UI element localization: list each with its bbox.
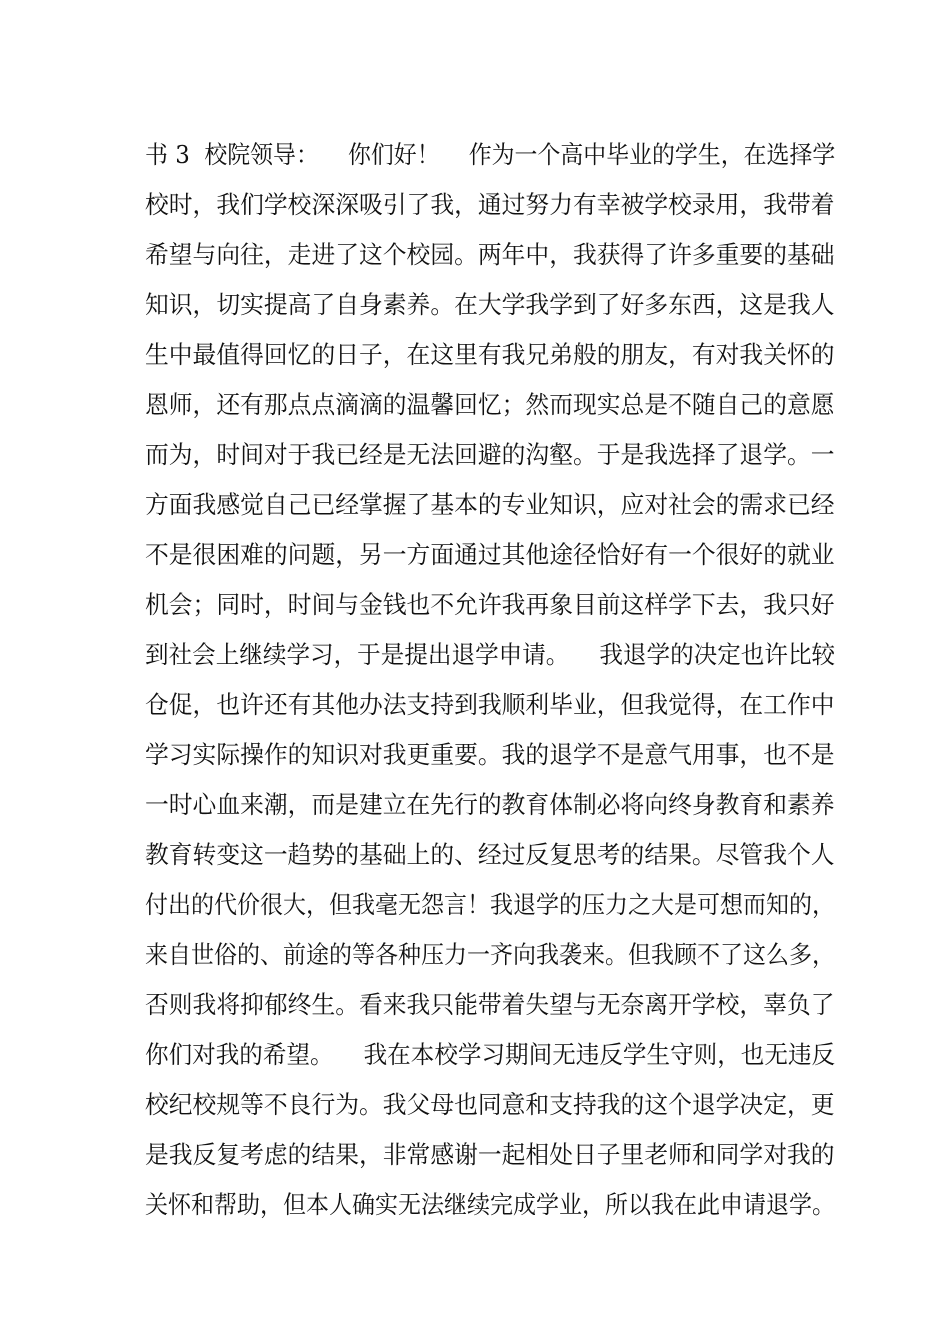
text-line: 书 3 校院领导： 你们好！ 作为一个高中毕业的学生，在选择学 [145,140,836,169]
text-line: 到社会上继续学习，于是提出退学申请。 我退学的决定也许比较 [145,640,836,669]
text-line: 而为，时间对于我已经是无法回避的沟壑。于是我选择了退学。一 [145,440,835,469]
text-line: 关怀和帮助，但本人确实无法继续完成学业，所以我在此申请退学。 [145,1190,836,1219]
text-line: 付出的代价很大，但我毫无怨言！我退学的压力之大是可想而知的， [145,890,836,919]
text-line: 你们对我的希望。 我在本校学习期间无违反学生守则，也无违反 [145,1040,836,1069]
text-line: 是我反复考虑的结果，非常感谢一起相处日子里老师和同学对我的 [145,1140,835,1169]
text-line: 机会；同时，时间与金钱也不允许我再象目前这样学下去，我只好 [145,590,835,619]
text-line: 教育转变这一趋势的基础上的、经过反复思考的结果。尽管我个人 [145,840,835,869]
text-line: 生中最值得回忆的日子，在这里有我兄弟般的朋友，有对我关怀的 [145,340,835,369]
text-line: 校纪校规等不良行为。我父母也同意和支持我的这个退学决定，更 [145,1090,835,1119]
letter-body [145,130,835,1230]
text-line: 知识，切实提高了自身素养。在大学我学到了好多东西，这是我人 [145,290,835,319]
text-line: 一时心血来潮，而是建立在先行的教育体制必将向终身教育和素养 [145,790,835,819]
text-line: 不是很困难的问题，另一方面通过其他途径恰好有一个很好的就业 [145,540,835,569]
text-line: 方面我感觉自己已经掌握了基本的专业知识，应对社会的需求已经 [145,490,835,519]
text-line: 希望与向往，走进了这个校园。两年中，我获得了许多重要的基础 [145,240,835,269]
text-line: 否则我将抑郁终生。看来我只能带着失望与无奈离开学校，辜负了 [145,990,835,1019]
text-line: 来自世俗的、前途的等各种压力一齐向我袭来。但我顾不了这么多， [145,940,836,969]
text-line: 仓促，也许还有其他办法支持到我顺利毕业，但我觉得，在工作中 [145,690,835,719]
text-line: 学习实际操作的知识对我更重要。我的退学不是意气用事，也不是 [145,740,835,769]
text-line: 恩师，还有那点点滴滴的温馨回忆；然而现实总是不随自己的意愿 [145,390,835,419]
text-line: 校时，我们学校深深吸引了我，通过努力有幸被学校录用，我带着 [145,190,835,219]
